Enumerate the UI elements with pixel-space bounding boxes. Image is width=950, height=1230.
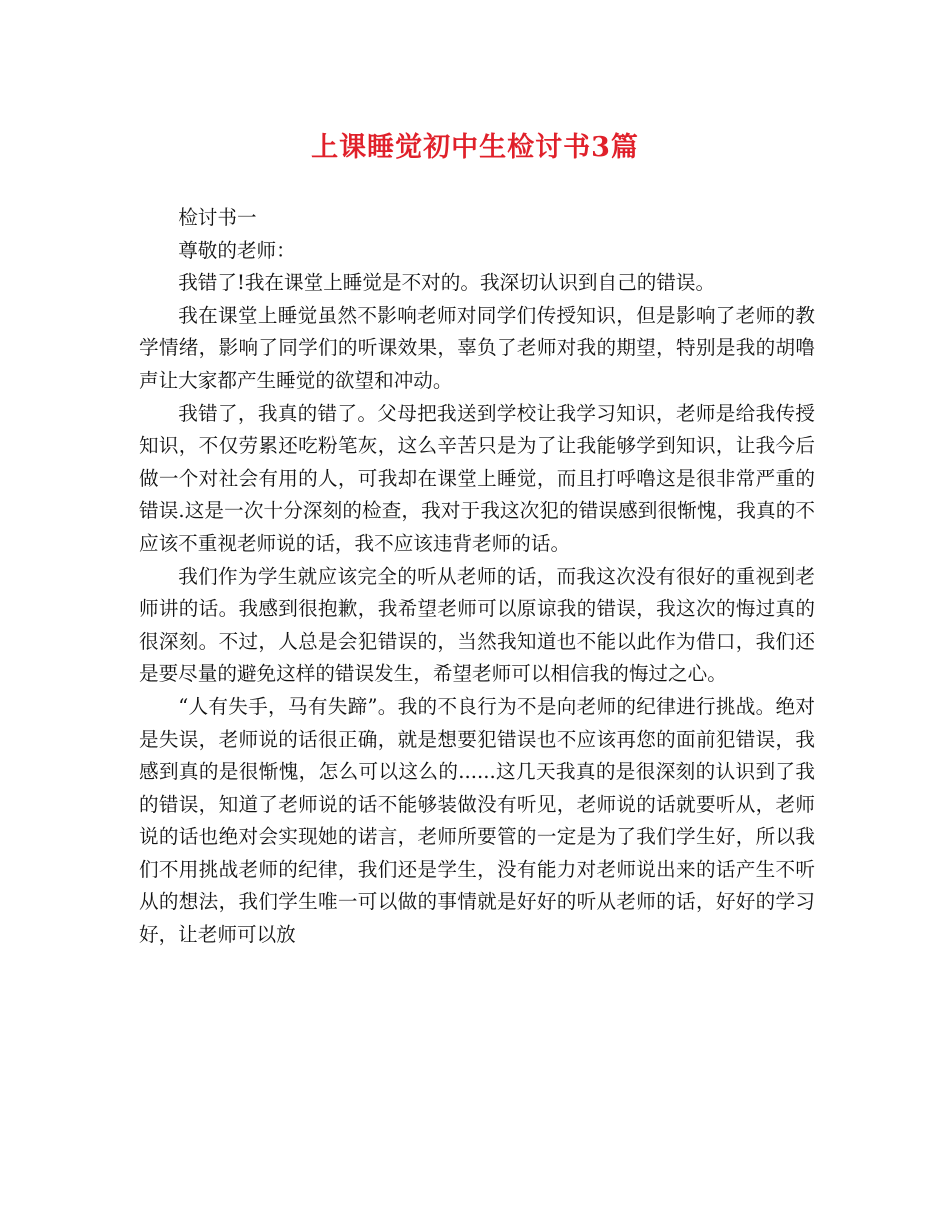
paragraph: 我错了，我真的错了。父母把我送到学校让我学习知识，老师是给我传授知识，不仅劳累还吃粉笔灰，这么辛苦只是为了让我能够学到知识，让我今后做一个对社会有用的人，可我却在课堂上睡觉，而且打呼噜这是很非常严重的错误.这是一次十分深刻的检查，我对于我这次犯的错误感到很惭愧，我真的不应该不重视老师说的话，我不应该违背老师的话。 (139, 401, 815, 555)
paragraph: 我们作为学生就应该完全的听从老师的话，而我这次没有很好的重视到老师讲的话。我感到很抱歉，我希望老师可以原谅我的错误，我这次的悔过真的很深刻。不过，人总是会犯错误的，当然我知道也不能以此作为借口，我们还是要尽量的避免这样的错误发生，希望老师可以相信我的悔过之心。 (139, 564, 815, 686)
document-title: 上课睡觉初中生检讨书3篇 (311, 132, 639, 163)
paragraph: 我在课堂上睡觉虽然不影响老师对同学们传授知识，但是影响了老师的教学情绪，影响了同学们的听课效果，辜负了老师对我的期望，特别是我的胡噜声让大家都产生睡觉的欲望和冲动。 (139, 303, 815, 392)
paragraph: 我错了!我在课堂上睡觉是不对的。我深切认识到自己的错误。 (178, 271, 716, 295)
paragraph-heading: 检讨书一 (178, 206, 257, 229)
paragraph: “人有失手，马有失蹄”。我的不良行为不是向老师的纪律进行挑战。绝对是失误，老师说的话很正确，就是想要犯错误也不应该再您的面前犯错误，我感到真的是很惭愧，怎么可以这么的......这几天我真的是很深刻的认识到了我的错误，知道了老师说的话不能够装做没有听见，老师说的话就要听从，老师说的话也绝对会实现她的诺言，老师所要管的一定是为了我们学生好，所以我们不用挑战老师的纪律，我们还是学生，没有能力对老师说出来的话产生不听从的想法，我们学生唯一可以做的事情就是好好的听从老师的话，好好的学习好，让老师可以放 (139, 694, 815, 947)
paragraph-salutation: 尊敬的老师： (178, 238, 296, 262)
document-body (139, 202, 815, 952)
